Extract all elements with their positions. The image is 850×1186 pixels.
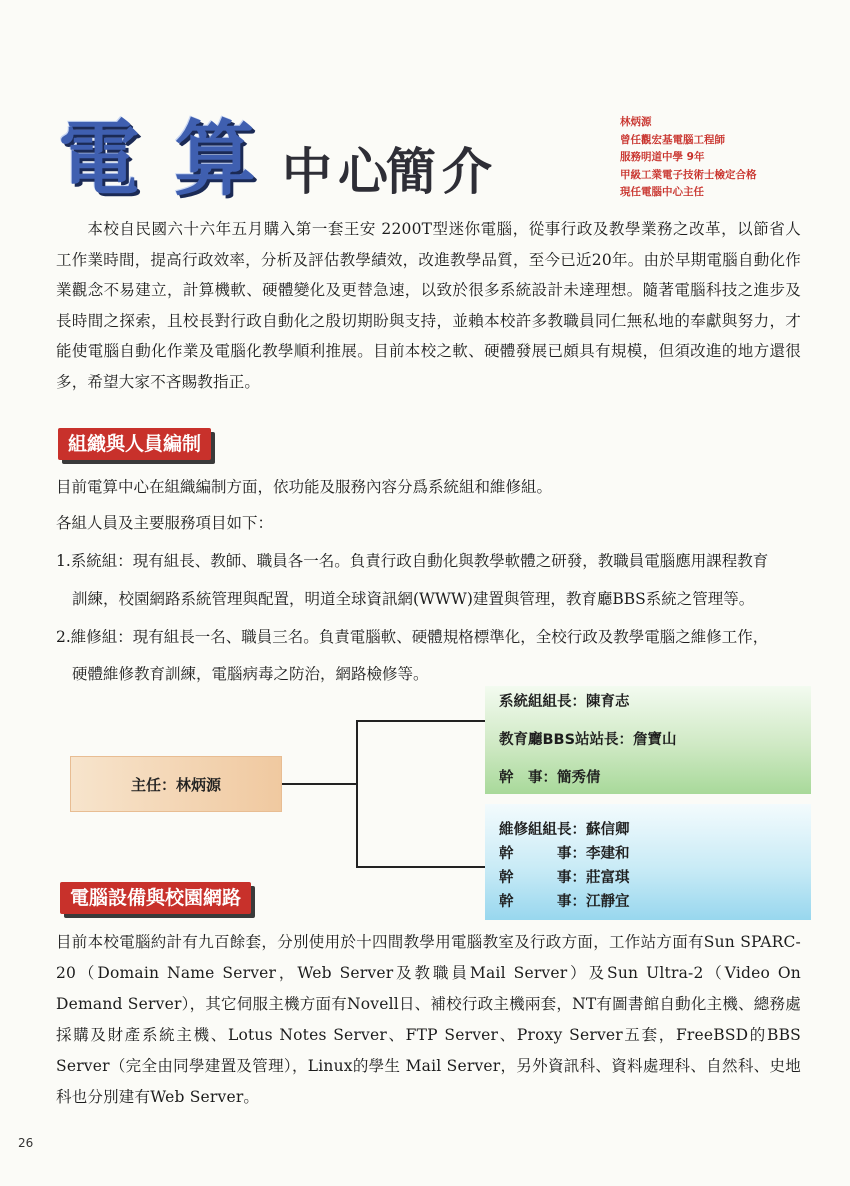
title-big-char-2: 算: [174, 112, 291, 207]
section1-line: 目前電算中心在組織編制方面，依功能及服務內容分爲系統組和維修組。: [56, 478, 553, 496]
org-member: [499, 766, 601, 787]
title-small-1: 中心: [282, 143, 395, 201]
org-member: [499, 890, 630, 911]
intro-paragraph: [56, 214, 801, 397]
author-name: 林炳源: [620, 116, 652, 128]
author-bio-line: 曾任觀宏基電腦工程師: [620, 133, 725, 146]
org-member-name: 簡秀倩: [557, 770, 601, 786]
org-member-name: 江靜宜: [586, 894, 630, 910]
org-member: [499, 818, 630, 839]
org-role: 幹 事：: [499, 846, 586, 862]
org-member-name: 李建和: [586, 846, 630, 862]
org-member: [499, 866, 630, 887]
org-role: 幹 事：: [499, 894, 586, 910]
page-title: [58, 110, 498, 210]
org-maintenance-group-box: [485, 804, 811, 920]
maintenance-group-description: 2.維修組：現有組長一名、職員三名。負責電腦軟、硬體規格標準化，全校行政及教學電腦之維修工作，: [56, 628, 769, 646]
system-group-description: 1.系統組：現有組長、教師、職員各一名。負責行政自動化與教學軟體之研發，教職員電腦應用課程教育: [56, 552, 769, 570]
page-number: 26: [18, 1136, 34, 1150]
org-member: [499, 728, 677, 749]
org-connector: [356, 866, 486, 868]
org-role: 系統組組長：: [499, 694, 586, 710]
org-connector: [356, 720, 486, 722]
org-member-name: 陳育志: [586, 694, 630, 710]
section-heading-equipment: 電腦設備與校園網路: [60, 882, 251, 914]
author-bio-line: 甲級工業電子技術士檢定合格: [620, 168, 757, 181]
org-role: 維修組組長：: [499, 822, 586, 838]
equipment-paragraph: 目前本校電腦約計有九百餘套，分別使用於十四間教學用電腦教室及行政方面，工作站方面有Sun SPARC-20（Domain Name Server，Web Server及教職員Mail Server）及Sun Ultra-2（Video On Demand Server），其它伺服主機方面有Novell日、補校行政主機兩套，NT有圖書館自動化主機、總務處採購及財產系統主機、Lotus Notes Server、FTP Server、Proxy Server五套，FreeBSD的BBS Server（完全由同學建置及管理），Linux的學生 Mail Server，另外資訊科、資料處理科、自然科、史地科也分別建有Web Server。: [56, 933, 801, 1106]
org-role: 幹 事：: [499, 870, 586, 886]
title-big-char-1: 電: [58, 112, 175, 207]
org-member: [499, 690, 630, 711]
org-member-name: 詹寶山: [633, 732, 677, 748]
section1-line: 各組人員及主要服務項目如下：: [56, 514, 274, 532]
org-connector: [356, 720, 358, 868]
org-role: 幹 事：: [499, 770, 557, 786]
section-heading-organization: 組織與人員編制: [58, 428, 211, 460]
author-credit: [620, 114, 840, 202]
system-group-description-cont: 訓練，校園網路系統管理與配置，明道全球資訊網(WWW)建置與管理，教育廳BBS系統之管理等。: [72, 590, 755, 608]
org-role: 教育廳BBS站站長：: [499, 732, 634, 748]
org-member: [499, 842, 630, 863]
org-member-name: 莊富琪: [586, 870, 630, 886]
maintenance-group-description-cont: 硬體維修教育訓練，電腦病毒之防治，網路檢修等。: [72, 665, 429, 683]
org-connector: [282, 783, 356, 785]
title-small-2: 簡介: [386, 143, 499, 201]
author-bio-line: 服務明道中學 9年: [620, 151, 705, 163]
org-director-box: 主任：林炳源: [70, 756, 282, 812]
org-member-name: 蘇信卿: [586, 822, 630, 838]
org-system-group-box: [485, 686, 811, 794]
author-bio-line: 現任電腦中心主任: [620, 186, 704, 198]
intro-text: 本校自民國六十六年五月購入第一套王安 2200T型迷你電腦，從事行政及教學業務之改革，以節省人工作業時間，提高行政效率，分析及評估教學績效，改進教學品質，至今已近20年。由於早期電腦自動化作業觀念不易建立，計算機軟、硬體變化及更替急速，以致於很多系統設計未達理想。隨著電腦科技之進步及長時間之探索，且校長對行政自動化之殷切期盼與支持，並賴本校許多教職員同仁無私地的奉獻與努力，才能使電腦自動化作業及電腦化教學順利推展。目前本校之軟、硬體發展已頗具有規模，但須改進的地方還很多，希望大家不吝賜教指正。: [56, 220, 801, 391]
